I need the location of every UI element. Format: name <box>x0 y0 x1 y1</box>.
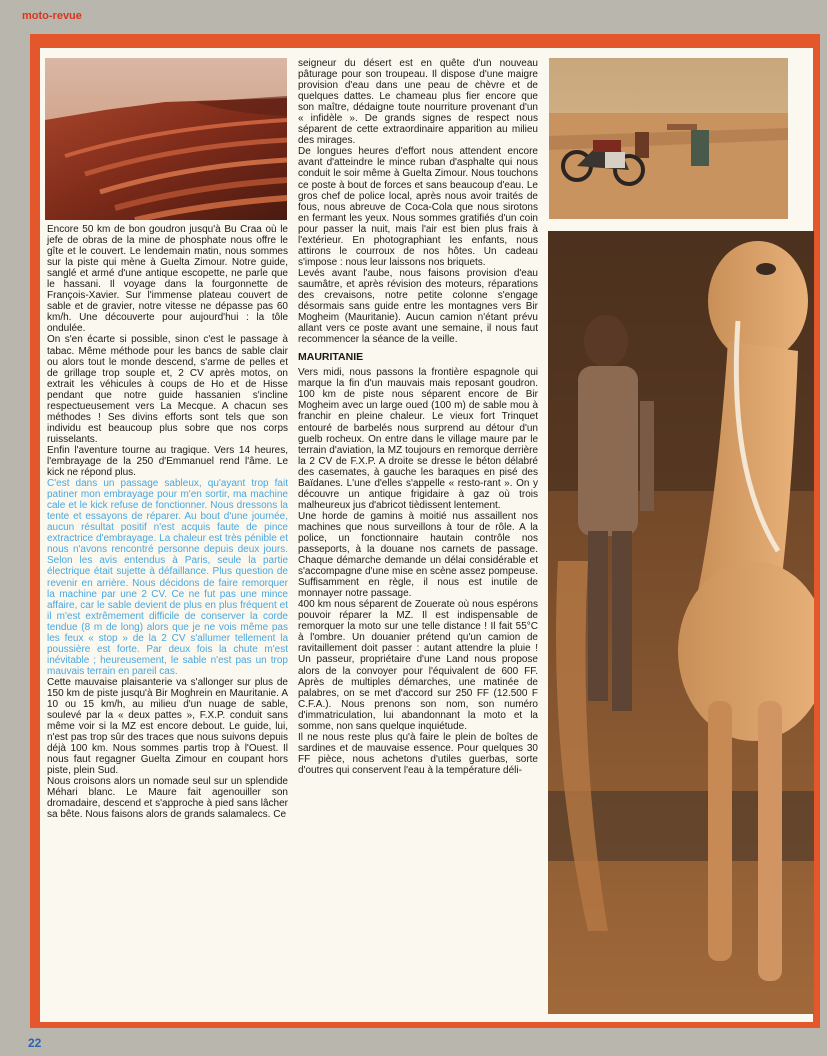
masthead: moto-revue <box>22 10 82 22</box>
paragraph: Vers midi, nous passons la frontière espagnole qui marque la fin d'un mauvais mais reposant goudron. 100 km de piste nous séparent encore de Bir Mogheim avec un large oued (100 m) de sable mou à franchir en pleine chaleur. Le vieux fort Trinquet entouré de barbelés nous surprend au détour d'un guelb rocheux. On entre dans le village maure par le terrain d'aviation, la MZ toujours en remorque derrière la 2 CV de F.X.P. A droite se dresse le béton délabré des casemates, à gauche les baraques en pisé des Baïdanes. L'une d'elles s'appelle « resto-rant ». On y découvre un antique frigidaire à gaz où trois malheureux jus d'abricot tièdissent lentement. <box>298 367 538 511</box>
page-number: 22 <box>28 1036 42 1050</box>
camel-illustration <box>548 231 814 1014</box>
paragraph: On s'en écarte si possible, sinon c'est le passage à tabac. Même méthode pour les bancs de sable clair ou alors tout le monde descend, s'arme de pelles et de grillage trop souple et, 2 CV après motos, on extrait les véhicules à coups de Ho et de Hisse pendant que notre guide hassanien s'incline respectueusement vers La Mecque. A chacun ses méthodes ! Ses divins efforts sont tels que son individu est beaucoup plus sobre que nos corps ruisselants. <box>47 334 288 445</box>
testimony-paragraph: C'est dans un passage sableux, qu'ayant trop fait patiner mon embrayage pour m'en sortir, ma machine cale et le kick refuse de fonctionner. Nous dressons la tente et essayons de réparer. Au bout d'une journée, aucun résultat positif n'est acquis faute de pince extractrice d'embrayage. La chaleur est très pénible et nous n'avons rencontré personne depuis deux jours. Selon les avis entendus à Paris, seule la partie électrique était sujette à défaillance. Plus question de revenir en arrière. Nous décidons de faire remorquer la machine par une 2 CV. Ce ne fut pas une mince affaire, car le sable devient de plus en plus fréquent et il m'est extrêmement difficile de conserver la corde tendue (8 m de long) alors que je ne vois même pas les feux « stop » de la 2 CV s'allumer tellement la poussière est forte. Par deux fois la chute m'est inévitable ; heureusement, le sable n'est pas un trop mauvais terrain en pareil cas. <box>47 478 288 677</box>
paragraph: Cette mauvaise plaisanterie va s'allonger sur plus de 150 km de piste jusqu'à Bir Moghrein en Mauritanie. A 10 ou 15 km/h, au milieu d'un nuage de sable, soulevé par la « deux pattes », F.X.P. conduit sans même voir si la MZ est encore debout. Le guide, lui, n'est pas trop sûr des traces que nous suivons depuis déjà 100 km. Nous sommes partis trop à l'Ouest. Il nous faut regagner Guelta Zimour en coupant hors piste, plein Sud. <box>47 676 288 777</box>
paragraph: 400 km nous séparent de Zouerate où nous espérons pouvoir réparer la MZ. Il est indispensable de remorquer la moto sur une telle distance ! Il fait 55°C à l'ombre. Un douanier prétend qu'un camion de ravitaillement doit passer : autant attendre la pluie ! Un passeur, propriétaire d'une Land nous propose alors de la convoyer pour l'équivalent de 600 FF. Après de multiples démarches, une matinée de palabres, on se met d'accord sur 250 FF (12.500 F C.F.A.). Nous prenons son nom, son numéro d'immatriculation, lui abandonnant la moto et la somme, non sans quelque inquiétude. <box>298 599 538 732</box>
paragraph: seigneur du désert est en quête d'un nouveau pâturage pour son troupeau. Il dispose d'une maigre provision d'eau dans une peau de chèvre et de quelques dattes. Le chameau plus fier encore que son maître, dédaigne toute nourriture provenant d'un « infidèle ». De grands signes de respect nous séparent de cette extraordinaire apparition au milieu des mirages. <box>298 58 538 147</box>
text-column-2 <box>298 58 538 776</box>
text-column-1 <box>47 224 288 821</box>
section-heading: MAURITANIE <box>298 351 364 364</box>
paragraph: De longues heures d'effort nous attendent encore avant d'atteindre le mince ruban d'asphalte qui nous conduit le soir même à Guelta Zimour. Nous touchons ce poste à bout de forces et sans beaucoup d'eau. Le gros chef de police local, après nous avoir traités de fous, nous abreuve de Coca-Cola que nous sirotons en fermant les yeux. Nous sommes gratifiés d'un coin pour passer la nuit, mais l'air est bien plus frais à l'extérieur. En photographiant les enfants, nous attirons le courroux de nos hôtes. Un cadeau s'impose : nous leur laissons nos briquets. <box>298 146 538 268</box>
paragraph: Une horde de gamins à moitié nus assaillent nos machines que nous surveillons à tour de rôle. A la police, un fonctionnaire hautain contrôle nos passeports, à la douane nos carnets de passage. Chaque démarche demande un délai considérable et s'accompagne d'une mise en scène assez pompeuse. Suffisamment en règle, il nous est inutile de monnayer notre passage. <box>298 510 538 600</box>
motorbike-illustration <box>549 58 788 219</box>
motorbike-desert-photo <box>549 58 788 219</box>
paragraph: Il ne nous reste plus qu'à faire le plein de boîtes de sardines et de mauvaise essence. Pour quelques 30 FF pièce, nous achetons d'utiles guerbas, sorte d'outres qui conservent l'eau à la température déli- <box>298 731 538 776</box>
camel-closeup-photo <box>548 231 814 1014</box>
paragraph: Nous croisons alors un nomade seul sur un splendide Méhari blanc. Le Maure fait agenouiller son dromadaire, descend et s'approche à pied sans lâcher sa bête. Nous faisons alors de grands salamalecs. Ce <box>47 776 288 821</box>
paragraph: Enfin l'aventure tourne au tragique. Vers 14 heures, l'embrayage de la 250 d'Emmanuel rend l'âme. Le kick ne répond plus. <box>47 444 288 479</box>
paragraph: Encore 50 km de bon goudron jusqu'à Bu Craa où le jefe de obras de la mine de phosphate nous offre le gîte et le couvert. Le lendemain matin, nous sommes sur la piste qui mène à Guelta Zimour. Notre guide, sanglé et armé d'une antique escopette, ne parle que le hassani. Il voyage dans la fourgonnette de François-Xavier. Sur l'immense plateau couvert de sable et de gravier, notre vitesse ne dépasse pas 60 km/h. Une découverte pour aujourd'hui : la tôle ondulée. <box>47 224 288 335</box>
rider-testimony <box>47 478 288 677</box>
mine-illustration <box>45 58 287 220</box>
phosphate-mine-photo <box>45 58 287 220</box>
paragraph: Levés avant l'aube, nous faisons provision d'eau saumâtre, et après révision des moteurs, réparations des crevaisons, notre petite colonne s'engage désormais sans guide entre les montagnes vers Bir Mogheim (Mauritanie). Aucun camion n'étant prévu allant vers ce poste avant une semaine, il nous faut recommencer la séance de la veille. <box>298 267 538 346</box>
